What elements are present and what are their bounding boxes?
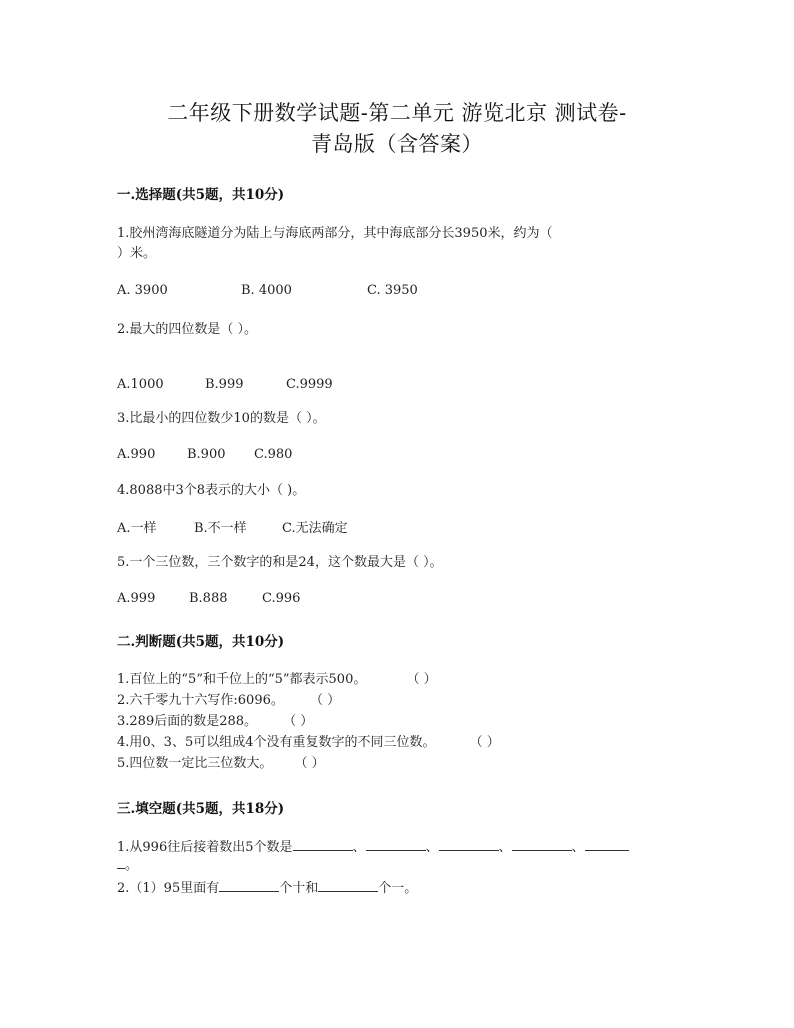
answer-paren[interactable]: （ ） bbox=[406, 672, 437, 687]
judge-item bbox=[117, 753, 500, 774]
option-c[interactable]: C.无法确定 bbox=[282, 521, 348, 536]
section-heading-judge: 二.判断题(共5题，共10分) bbox=[117, 634, 285, 650]
judge-item-text: 5.四位数一定比三位数大。 bbox=[117, 756, 273, 771]
answer-blank[interactable] bbox=[366, 838, 426, 851]
fill-question-1-prefix: 1.从996往后接着数出5个数是 bbox=[117, 840, 293, 855]
option-c[interactable]: C.9999 bbox=[286, 377, 333, 392]
answer-paren[interactable]: （ ） bbox=[283, 714, 314, 729]
page-title-line2: 青岛版（含答案） bbox=[311, 132, 483, 156]
separator: 、 bbox=[352, 840, 366, 855]
judge-list bbox=[117, 669, 500, 774]
question-2 bbox=[117, 320, 257, 340]
answer-blank-continued[interactable] bbox=[117, 856, 125, 869]
period: 。 bbox=[125, 858, 139, 873]
question-5 bbox=[117, 553, 443, 573]
question-2-stem: 2.最大的四位数是（ ）。 bbox=[117, 322, 258, 337]
judge-item bbox=[117, 732, 500, 753]
fill-question-1 bbox=[117, 838, 687, 876]
separator: 、 bbox=[571, 840, 585, 855]
answer-paren[interactable]: （ ） bbox=[294, 756, 325, 771]
question-3-stem: 3.比最小的四位数少10的数是（ ）。 bbox=[117, 411, 326, 426]
section-heading-choice: 一.选择题(共5题，共10分) bbox=[117, 187, 285, 203]
separator: 、 bbox=[425, 840, 439, 855]
separator: 、 bbox=[498, 840, 512, 855]
option-b[interactable]: B.900 bbox=[187, 447, 226, 462]
question-1 bbox=[117, 224, 553, 264]
option-c[interactable]: C.980 bbox=[254, 447, 293, 462]
judge-item-text: 1.百位上的“5”和千位上的“5”都表示500。 bbox=[117, 672, 367, 687]
question-1-stem-line2: ）米。 bbox=[117, 246, 157, 261]
fill-question-2 bbox=[117, 879, 417, 899]
option-c[interactable]: C. 3950 bbox=[367, 283, 418, 298]
option-a[interactable]: A.一样 bbox=[117, 521, 157, 536]
answer-blank[interactable] bbox=[293, 838, 353, 851]
page-title-line1: 二年级下册数学试题-第二单元 游览北京 测试卷- bbox=[167, 101, 627, 125]
option-a[interactable]: A. 3900 bbox=[117, 283, 168, 298]
judge-item bbox=[117, 711, 500, 732]
option-a[interactable]: A.1000 bbox=[117, 377, 164, 392]
answer-blank[interactable] bbox=[439, 838, 499, 851]
judge-item-text: 3.289后面的数是288。 bbox=[117, 714, 258, 729]
option-b[interactable]: B.999 bbox=[205, 377, 244, 392]
option-b[interactable]: B. 4000 bbox=[241, 283, 292, 298]
question-4-stem: 4.8088中3个8表示的大小（ )。 bbox=[117, 483, 306, 498]
answer-blank[interactable] bbox=[318, 879, 378, 892]
fill-question-2-end: 个一。 bbox=[378, 881, 418, 896]
answer-paren[interactable]: （ ） bbox=[310, 693, 341, 708]
answer-paren[interactable]: （ ） bbox=[469, 735, 500, 750]
judge-item bbox=[117, 690, 500, 711]
option-a[interactable]: A.999 bbox=[117, 591, 156, 606]
answer-blank[interactable] bbox=[219, 879, 279, 892]
question-3 bbox=[117, 409, 326, 429]
judge-item bbox=[117, 669, 500, 690]
fill-question-2-prefix: 2.（1）95里面有 bbox=[117, 881, 220, 896]
judge-item-text: 4.用0、3、5可以组成4个没有重复数字的不同三位数。 bbox=[117, 735, 436, 750]
question-1-stem-line1: 1.胶州湾海底隧道分为陆上与海底两部分，其中海底部分长3950米，约为（ bbox=[117, 226, 553, 241]
fill-question-2-mid: 个十和 bbox=[279, 881, 319, 896]
option-b[interactable]: B.不一样 bbox=[194, 521, 247, 536]
option-b[interactable]: B.888 bbox=[189, 591, 228, 606]
answer-blank[interactable] bbox=[512, 838, 572, 851]
question-5-stem: 5.一个三位数，三个数字的和是24，这个数最大是（ ）。 bbox=[117, 555, 443, 570]
answer-blank[interactable] bbox=[585, 838, 629, 851]
option-a[interactable]: A.990 bbox=[117, 447, 156, 462]
option-c[interactable]: C.996 bbox=[262, 591, 301, 606]
question-4 bbox=[117, 481, 305, 501]
judge-item-text: 2.六千零九十六写作:6096。 bbox=[117, 693, 284, 708]
section-heading-fill: 三.填空题(共5题，共18分) bbox=[117, 801, 285, 817]
